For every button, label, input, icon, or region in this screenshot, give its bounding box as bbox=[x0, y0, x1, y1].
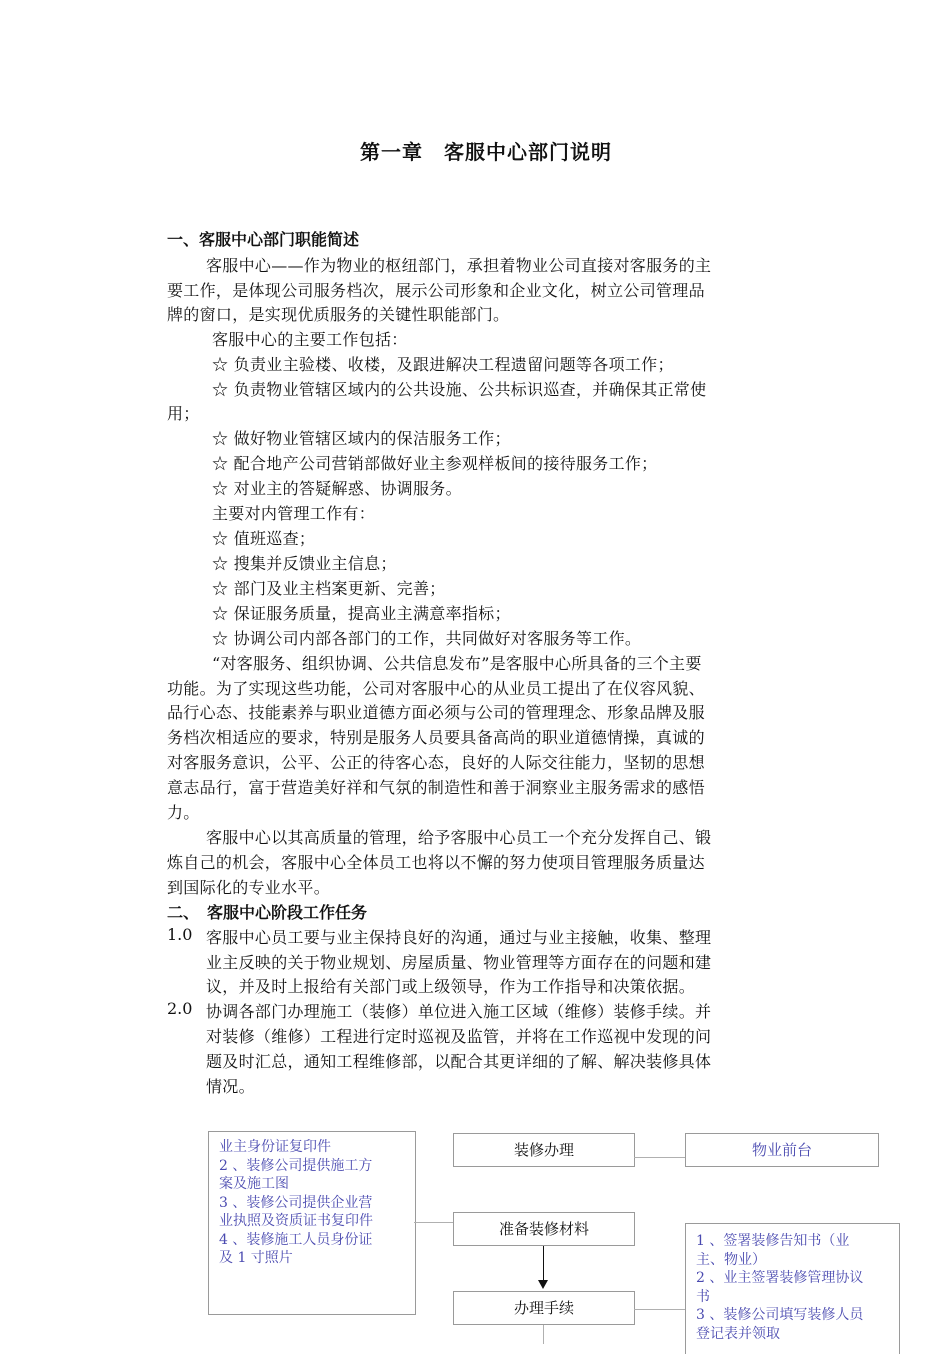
procedures-line: 主、物业） bbox=[696, 1251, 766, 1268]
documents-line: 业主身份证复印件 bbox=[219, 1139, 331, 1155]
para2-line: 力。 bbox=[167, 803, 200, 822]
item-line: 议，并及时上报给有关部门或上级领导，作为工作指导和决策依据。 bbox=[206, 977, 696, 996]
connector-line bbox=[414, 1222, 453, 1223]
documents-line: 业执照及资质证书复印件 bbox=[219, 1213, 373, 1229]
connector-line bbox=[634, 1309, 685, 1310]
internal-item: ☆ 值班巡查； bbox=[212, 529, 316, 548]
main-work-item: ☆ 做好物业管辖区域内的保洁服务工作； bbox=[212, 429, 511, 448]
internal-item: ☆ 部门及业主档案更新、完善； bbox=[212, 579, 446, 598]
main-work-item-cont: 用； bbox=[167, 404, 200, 423]
required-documents-box bbox=[208, 1131, 416, 1315]
para3-line: 客服中心以其高质量的管理，给予客服中心员工一个充分发挥自己、锻 bbox=[206, 828, 712, 847]
section1-heading: 一、客服中心部门职能简述 bbox=[167, 230, 360, 249]
procedures-line: 1 、签署装修告知书（业 bbox=[696, 1233, 850, 1249]
connector-line bbox=[634, 1157, 685, 1158]
main-work-label: 客服中心的主要工作包括： bbox=[212, 330, 408, 349]
item-number: 2.0 bbox=[167, 999, 193, 1018]
procedures-line: 书 bbox=[696, 1288, 710, 1305]
intro-line: 要工作，是体现公司服务档次，展示公司形象和企业文化，树立公司管理品 bbox=[167, 281, 705, 300]
front-desk-node: 物业前台 bbox=[685, 1133, 879, 1167]
procedures-line: 3 、装修公司填写装修人员 bbox=[696, 1307, 864, 1323]
section2-heading: 二、 客服中心阶段工作任务 bbox=[167, 903, 368, 922]
internal-item: ☆ 协调公司内部各部门的工作，共同做好对客服务等工作。 bbox=[212, 629, 642, 648]
intro-line: 客服中心——作为物业的枢纽部门，承担着物业公司直接对客服务的主 bbox=[206, 256, 712, 275]
main-work-item: ☆ 对业主的答疑解惑、协调服务。 bbox=[212, 479, 462, 498]
item-line: 情况。 bbox=[206, 1077, 255, 1096]
internal-item: ☆ 保证服务质量，提高业主满意率指标； bbox=[212, 604, 511, 623]
chapter-title: 第一章 客服中心部门说明 bbox=[360, 140, 612, 164]
para2-line: “对客服务、组织协调、公共信息发布”是客服中心所具备的三个主要 bbox=[212, 654, 702, 673]
materials-node: 准备装修材料 bbox=[453, 1212, 635, 1246]
para2-line: 意志品行，富于营造美好祥和气氛的制造性和善于洞察业主服务需求的感悟 bbox=[167, 778, 705, 797]
item-line: 客服中心员工要与业主保持良好的沟通，通过与业主接触，收集、整理 bbox=[206, 928, 712, 947]
item-number: 1.0 bbox=[167, 925, 193, 944]
down-arrow-icon bbox=[538, 1280, 548, 1289]
documents-line: 4 、装修施工人员身份证 bbox=[219, 1231, 373, 1248]
item-line: 业主反映的关于物业规划、房屋质量、物业管理等方面存在的问题和建 bbox=[206, 953, 712, 972]
documents-line: 2 、装修公司提供施工方 bbox=[219, 1157, 373, 1174]
renovation-node: 装修办理 bbox=[453, 1133, 635, 1167]
para3-line: 炼自己的机会，客服中心全体员工也将以不懈的努力使项目管理服务质量达 bbox=[167, 853, 705, 872]
internal-label: 主要对内管理工作有： bbox=[212, 504, 376, 523]
main-work-item: ☆ 负责业主验楼、收楼，及跟进解决工程遗留问题等各项工作； bbox=[212, 355, 674, 374]
connector-line bbox=[543, 1246, 544, 1280]
documents-line: 案及施工图 bbox=[219, 1176, 289, 1192]
para2-line: 对客服务意识，公平、公正的待客心态，良好的人际交往能力，坚韧的思想 bbox=[167, 753, 705, 772]
procedures-node: 办理手续 bbox=[453, 1291, 635, 1325]
item-line: 对装修（维修）工程进行定时巡视及监管，并将在工作巡视中发现的问 bbox=[206, 1027, 712, 1046]
para2-line: 功能。为了实现这些功能，公司对客服中心的从业员工提出了在仪容风貌、 bbox=[167, 679, 705, 698]
para2-line: 品行心态、技能素养与职业道德方面必须与公司的管理理念、形象品牌及服 bbox=[167, 703, 705, 722]
main-work-item: ☆ 配合地产公司营销部做好业主参观样板间的接待服务工作； bbox=[212, 454, 658, 473]
item-line: 题及时汇总，通知工程维修部，以配合其更详细的了解、解决装修具体 bbox=[206, 1052, 712, 1071]
intro-line: 牌的窗口，是实现优质服务的关键性职能部门。 bbox=[167, 305, 510, 324]
documents-line: 及 1 寸照片 bbox=[219, 1250, 293, 1266]
documents-line: 3 、装修公司提供企业营 bbox=[219, 1194, 373, 1211]
procedures-detail-box bbox=[685, 1223, 900, 1354]
item-line: 协调各部门办理施工（装修）单位进入施工区域（维修）装修手续。并 bbox=[206, 1002, 712, 1021]
para3-line: 到国际化的专业水平。 bbox=[167, 878, 331, 897]
internal-item: ☆ 搜集并反馈业主信息； bbox=[212, 554, 397, 573]
para2-line: 务档次相适应的要求，特别是服务人员要具备高尚的职业道德情操，真诚的 bbox=[167, 728, 705, 747]
procedures-line: 2 、业主签署装修管理协议 bbox=[696, 1270, 864, 1286]
main-work-item: ☆ 负责物业管辖区域内的公共设施、公共标识巡查，并确保其正常使 bbox=[212, 380, 707, 399]
procedures-line: 登记表并领取 bbox=[696, 1325, 780, 1342]
connector-line bbox=[543, 1325, 544, 1344]
